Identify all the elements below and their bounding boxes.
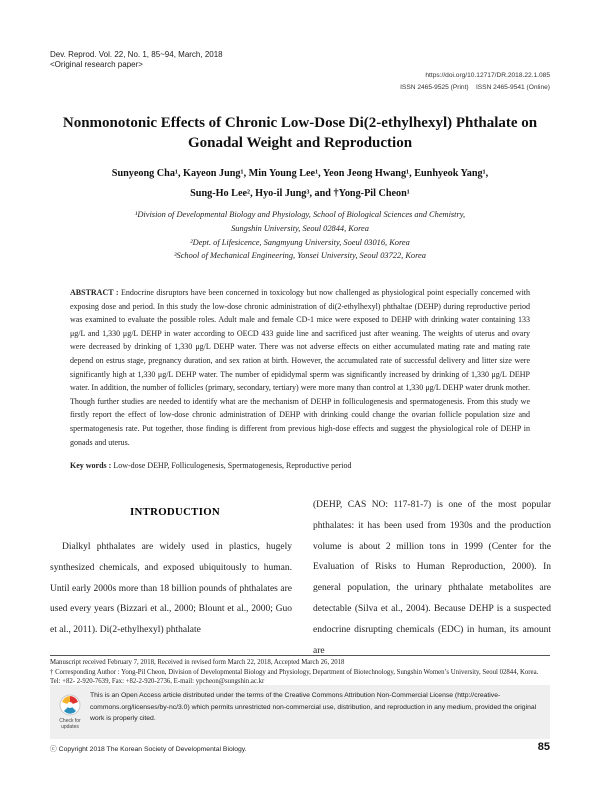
footnote-divider: [50, 655, 550, 656]
page-number: 85: [537, 741, 550, 753]
journal-citation: Dev. Reprod. Vol. 22, No. 1, 85~94, March, 2018: [50, 50, 223, 59]
doi-link[interactable]: https://doi.org/10.12717/DR.2018.22.1.085: [425, 72, 550, 79]
title-line-2: Gonadal Weight and Reproduction: [187, 135, 413, 151]
journal-header: [50, 50, 223, 70]
badge-line-1: Check for: [59, 718, 81, 724]
intro-column-left: Dialkyl phthalates are widely used in plastics, hugely synthesized chemicals, and exposed ubiquitously to human. Until early 2000s more than 18 billion pounds of phthalates are used every years (Bizzari et al., 2000; Blount et al., 2000; Guo et al., 2011). Di(2-ethylhexyl) phthalate: [50, 542, 292, 636]
license-text: This is an Open Access article distributed under the terms of the Creative Commons Attribution Non-Commercial License (http://creative-commons.org/licenses/by-nc/3.0) which permits unrestricted non-commercial use, distribution, and reproduction in any medium, provided the original work is properly cited.: [90, 692, 537, 723]
badge-line-2: updates: [61, 724, 79, 730]
author-list: [60, 164, 540, 204]
affiliation-2: ²Dept. of Lifesicence, Sangmyung University, Soeul 03016, Korea: [190, 237, 410, 247]
keywords: [70, 460, 530, 472]
article-type: <Original research paper>: [50, 60, 143, 69]
crossmark-icon: [56, 693, 84, 731]
affiliations: [60, 208, 540, 263]
affiliation-3: ³School of Mechanical Engineering, Yonsei University, Seoul 03722, Korea: [174, 251, 426, 261]
title-line-1: Nonmonotonic Effects of Chronic Low-Dose Di(2-ethylhexyl) Phthalate on: [62, 115, 538, 131]
identifiers: [400, 71, 550, 92]
abstract-label: ABSTRACT :: [70, 288, 119, 297]
authors-line-1: Sunyeong Cha¹, Kayeon Jung¹, Min Young Lee¹, Yeon Jeong Hwang¹, Eunhyeok Yang¹,: [111, 168, 489, 179]
abstract-text: Endocrine disruptors have been concerned in toxicology but now challenged as physiological point especially concerned with exposing dose and period. In this study the low-dose chronic administration of di(2-ethylhexyl) phthaltae (DEHP) during reproductive period was examined to evaluate the possible roles. Adult male and female CD-1 mice were exposed to DEHP with drinking water containing 133 μg/L and 1,330 μg/L DEHP in water according to OECD 433 guide line and sacrificed just after weaning. The weights of uterus and ovary were decreased by drinking of 1,330 μg/L DEHP water. There was not adverse effects on either accumulated mating rate and mating rate depend on estrus stage, pregnancy duration, and sex ration at birth. However, the accumulated rate of successful delivery and litter size were significantly high at 1,330 μg/L DEHP water. The number of epididymal sperm was significantly increased by drinking of 1,330 μg/L DEHP water. In addition, the number of follicles (primary, secondary, tertiary) were more many than control at 1,330 μg/L DEHP water drunk mother. Though further studies are needed to identify what are the mechanism of DEHP in folliculogenesis and spermatogenesis. From this study we firstly report the effect of low-dose chronic administration of DEHP with drinking could change the ovarian follicle population size and spermatogenesis rate. Put together, those finding is different from previous high-dose effects and suggest the physiological role of DEHP in gonads and uterus.: [70, 288, 531, 447]
manuscript-dates: Manuscript received February 7, 2018, Received in revised form March 22, 2018, Accepted March 26, 2018: [50, 659, 345, 666]
issn: ISSN 2465-9525 (Print) ISSN 2465-9541 (Online): [400, 84, 550, 91]
footnotes: [50, 658, 550, 687]
affiliation-1-line-2: Sungshin University, Seoul 02844, Korea: [231, 223, 369, 233]
check-for-updates-badge[interactable]: [56, 693, 84, 731]
keywords-text: Low-dose DEHP, Folliculogenesis, Spermatogenesis, Reproductive period: [113, 461, 352, 470]
corresponding-author: † Corresponding Author : Yong-Pil Cheon, Division of Developmental Biology and Physiology, Department of Biotechnology, Sungshin Women’s University, Seoul 02844, Korea. Tel: +82- 2-920-7639, Fax: +82-2-920-2736, E-mail: ypcheon@sungshin.ac.kr: [50, 668, 539, 685]
paper-title: [55, 113, 545, 153]
copyright: ⓒ Copyright 2018 The Korean Society of Developmental Biology.: [50, 746, 247, 753]
affiliation-1-line-1: ¹Division of Developmental Biology and Physiology, School of Biological Sciences and Chemistry,: [134, 210, 466, 219]
keywords-label: Key words :: [70, 461, 112, 470]
authors-line-2: Sung-Ho Lee², Hyo-il Jung³, and †Yong-Pil Cheon¹: [190, 188, 410, 199]
section-heading-introduction: INTRODUCTION: [130, 506, 220, 518]
abstract: [70, 286, 530, 449]
intro-column-right: (DEHP, CAS NO: 117-81-7) is one of the most popular phthalates: it has been used from 1930s and the production volume is about 2 million tons in 1999 (Center for the Evaluation of Risks to Human Reproduction, 2000). In general population, the urinary phthalate metabolites are detectable (Silva et al., 2004). Because DEHP is a suspected endocrine disrupting chemicals (EDC) in human, its amount are: [313, 500, 551, 656]
